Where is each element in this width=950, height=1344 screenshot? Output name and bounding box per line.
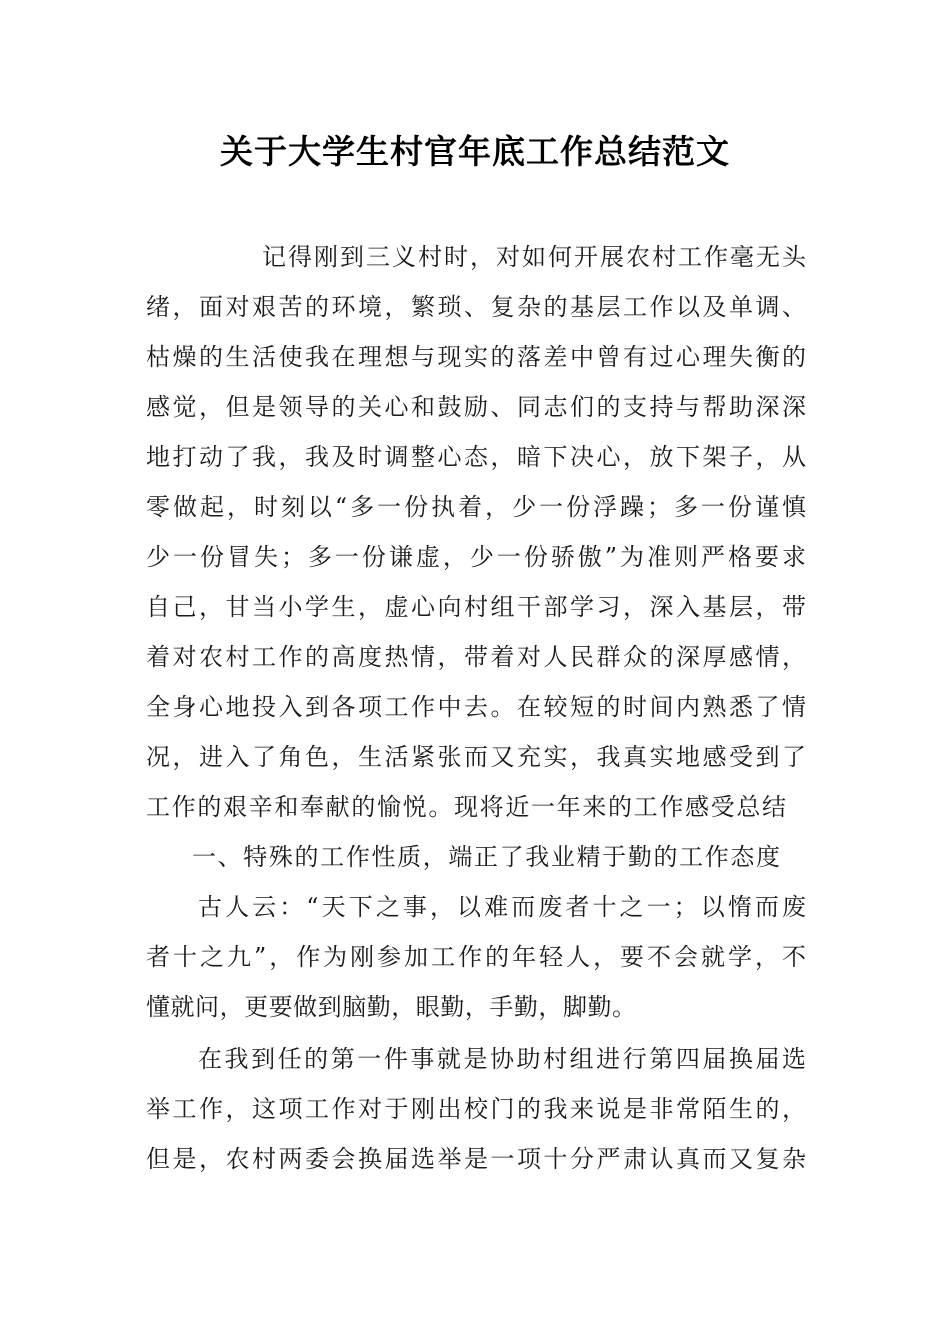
paragraph-line: 全身心地投入到各项工作中去。在较短的时间内熟悉了情	[146, 693, 806, 721]
paragraph-line: 绪，面对艰苦的环境，繁琐、复杂的基层工作以及单调、	[146, 293, 806, 321]
paragraph-line: 着对农村工作的高度热情，带着对人民群众的深厚感情，	[146, 643, 806, 671]
paragraph-line: 工作的艰辛和奉献的愉悦。现将近一年来的工作感受总结	[146, 793, 786, 821]
paragraph-line: 懂就问，更要做到脑勤，眼勤，手勤，脚勤。	[146, 993, 636, 1021]
paragraph-line: 古人云：“天下之事，以难而废者十之一；以惰而废	[198, 893, 806, 921]
paragraph-line: 举工作，这项工作对于刚出校门的我来说是非常陌生的，	[146, 1095, 806, 1123]
paragraph-line: 自己，甘当小学生，虚心向村组干部学习，深入基层，带	[146, 593, 806, 621]
paragraph-line: 少一份冒失；多一份谦虚，少一份骄傲”为准则严格要求	[146, 543, 806, 571]
paragraph-line: 记得刚到三义村时，对如何开展农村工作毫无头	[262, 243, 806, 271]
paragraph-line: 零做起，时刻以“多一份执着，少一份浮躁；多一份谨慎	[146, 493, 806, 521]
paragraph-line: 地打动了我，我及时调整心态，暗下决心，放下架子，从	[146, 443, 806, 471]
section-heading: 一、特殊的工作性质，端正了我业精于勤的工作态度	[192, 843, 780, 871]
paragraph-line: 感觉，但是领导的关心和鼓励、同志们的支持与帮助深深	[146, 393, 806, 421]
paragraph-line: 况，进入了角色，生活紧张而又充实，我真实地感受到了	[146, 743, 806, 771]
paragraph-line: 者十之九”，作为刚参加工作的年轻人，要不会就学，不	[146, 943, 806, 971]
paragraph-line: 在我到任的第一件事就是协助村组进行第四届换届选	[198, 1045, 806, 1073]
paragraph-line: 但是，农村两委会换届选举是一项十分严肃认真而又复杂	[146, 1145, 806, 1173]
paragraph-line: 枯燥的生活使我在理想与现实的落差中曾有过心理失衡的	[146, 343, 806, 371]
document-title: 关于大学生村官年底工作总结范文	[220, 132, 730, 171]
